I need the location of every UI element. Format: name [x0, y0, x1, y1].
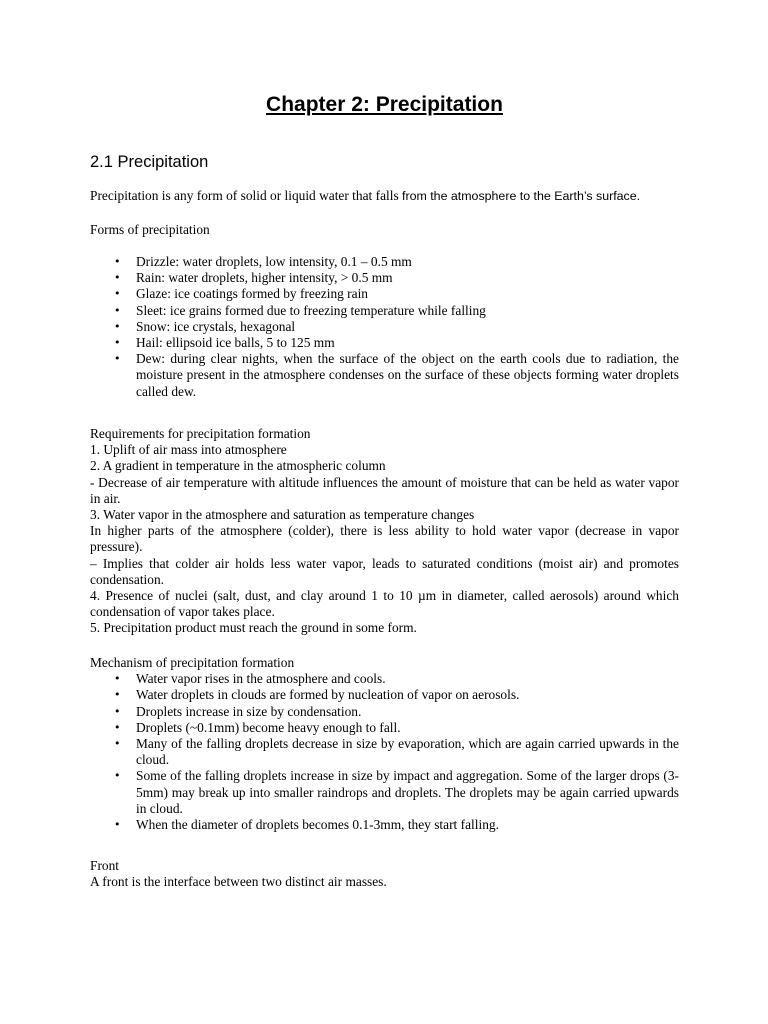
front-text: A front is the interface between two distinct air masses. [90, 874, 387, 890]
list-item: • Droplets increase in size by condensation. [90, 704, 679, 720]
list-item: • Some of the falling droplets increase in size by impact and aggregation. Some of the larger drops (3-5mm) may break up into smaller raindrops and droplets. The droplets may be again carried upwards in cloud. [90, 768, 679, 817]
requirement-line: - Decrease of air temperature with altitude influences the amount of moisture that can be held as water vapor in air. [90, 474, 679, 506]
list-item: • Snow: ice crystals, hexagonal [90, 319, 679, 335]
list-item: • Many of the falling droplets decrease in size by evaporation, which are again carried upwards in the cloud. [90, 736, 679, 768]
requirements-section [90, 426, 679, 637]
requirement-line: 1. Uplift of air mass into atmosphere [90, 442, 287, 458]
list-item: • Drizzle: water droplets, low intensity, 0.1 – 0.5 mm [90, 254, 679, 270]
intro-text-tail: from the atmosphere to the Earth’s surface. [402, 189, 641, 203]
forms-heading: Forms of precipitation [90, 222, 210, 237]
section-title: 2.1 Precipitation [90, 153, 209, 171]
requirement-line: 5. Precipitation product must reach the ground in some form. [90, 620, 417, 636]
chapter-title: Chapter 2: Precipitation [266, 93, 503, 116]
requirement-line: 3. Water vapor in the atmosphere and saturation as temperature changes [90, 507, 475, 523]
list-item: • Water droplets in clouds are formed by nucleation of vapor on aerosols. [90, 687, 679, 703]
requirement-line: In higher parts of the atmosphere (colder), there is less ability to hold water vapor (decrease in vapor pressure). [90, 523, 679, 555]
list-item: • Glaze: ice coatings formed by freezing rain [90, 286, 679, 302]
requirements-heading: Requirements for precipitation formation [90, 426, 311, 441]
front-section [90, 858, 679, 890]
requirement-line: – Implies that colder air holds less water vapor, leads to saturated conditions (moist air) and promotes condensation. [90, 555, 679, 587]
list-item: • Sleet: ice grains formed due to freezing temperature while falling [90, 303, 679, 319]
front-heading: Front [90, 858, 120, 873]
list-item: • Droplets (~0.1mm) become heavy enough to fall. [90, 720, 679, 736]
list-item: • Hail: ellipsoid ice balls, 5 to 125 mm [90, 335, 679, 351]
mechanism-section [90, 655, 679, 833]
list-item: • Dew: during clear nights, when the surface of the object on the earth cools due to radiation, the moisture present in the atmosphere condenses on the surface of these objects forming water droplets called dew. [90, 351, 679, 400]
mechanism-heading: Mechanism of precipitation formation [90, 655, 295, 670]
list-item: • Water vapor rises in the atmosphere and cools. [90, 671, 679, 687]
requirement-line: 4. Presence of nuclei (salt, dust, and clay around 1 to 10 µm in diameter, called aerosols) around which condensation of vapor takes place. [90, 588, 679, 620]
intro-text: Precipitation is any form of solid or liquid water that falls [90, 188, 403, 203]
forms-list [90, 254, 679, 400]
requirement-line: 2. A gradient in temperature in the atmospheric column [90, 458, 386, 474]
list-item: • When the diameter of droplets becomes 0.1-3mm, they start falling. [90, 817, 679, 833]
list-item: • Rain: water droplets, higher intensity, > 0.5 mm [90, 270, 679, 286]
intro-paragraph [90, 188, 679, 204]
